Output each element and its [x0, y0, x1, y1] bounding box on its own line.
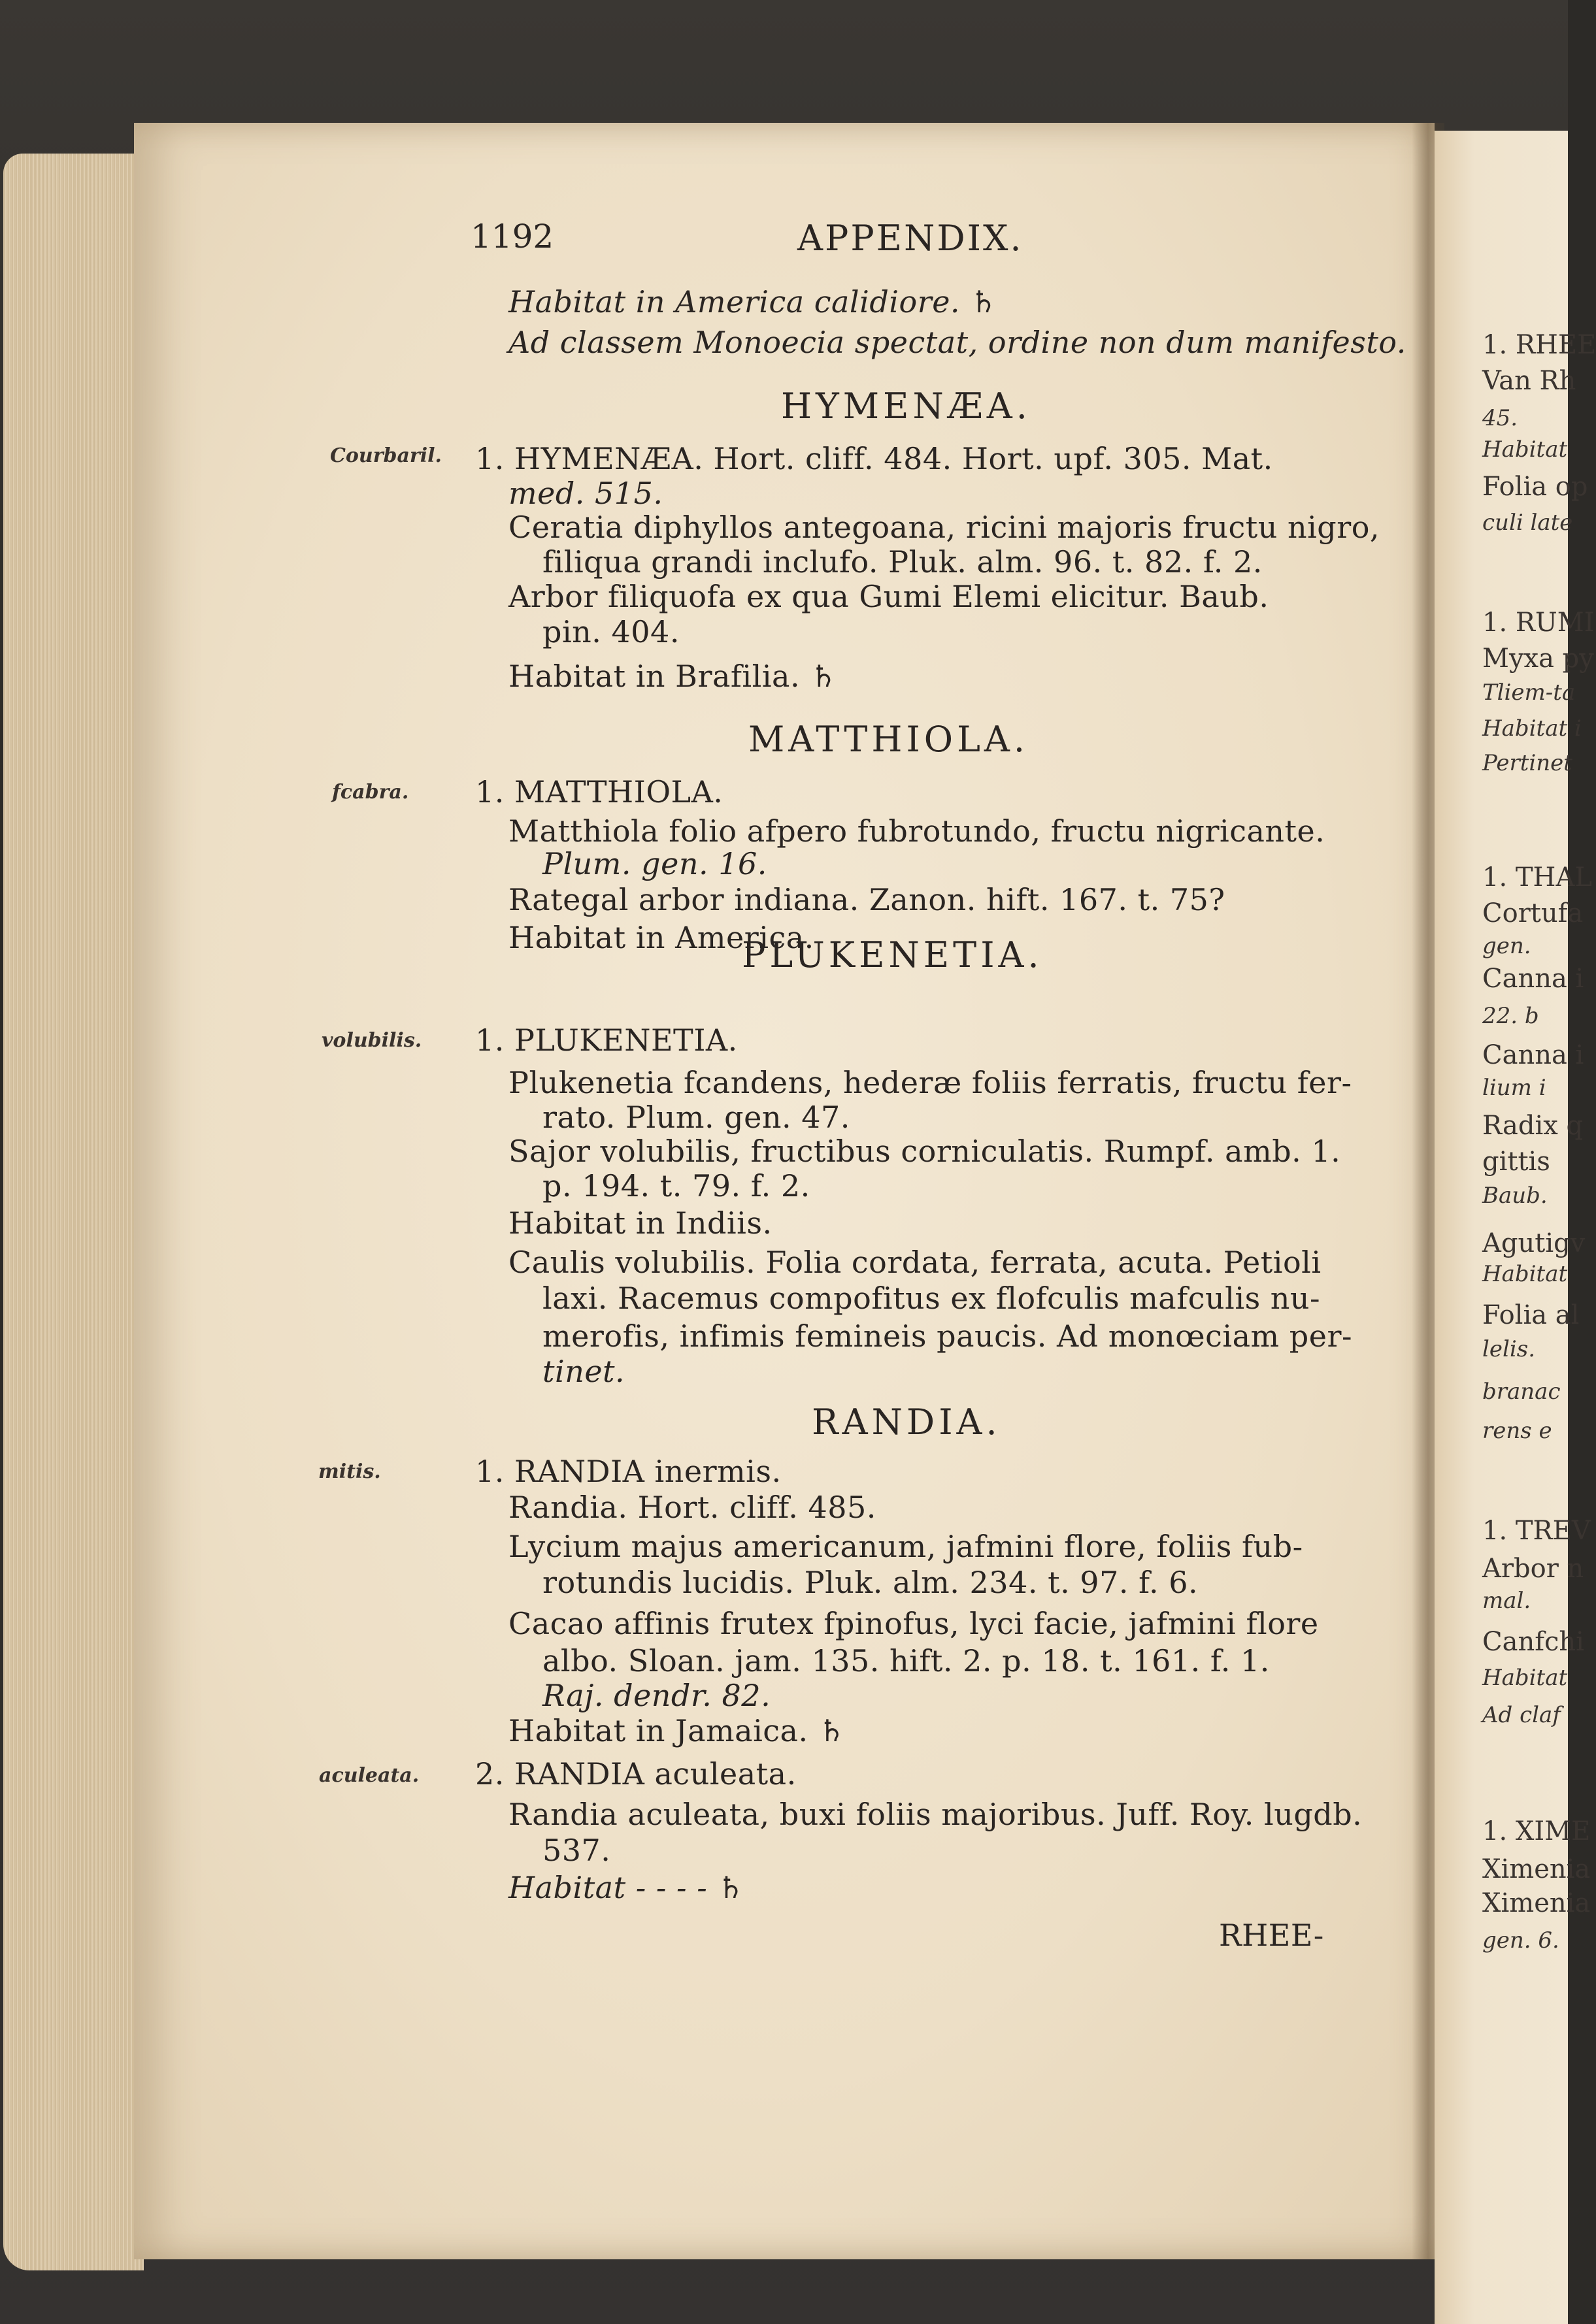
running-title: APPENDIX.	[797, 218, 1023, 259]
facing-page-line: Myxa py	[1482, 644, 1594, 674]
facing-page-line: Cortufa	[1482, 898, 1584, 928]
text-line: Habitat in Brafilia. ♄	[508, 659, 837, 694]
text-line: laxi. Racemus compofitus ex flofculis mafculis nu-	[542, 1281, 1321, 1316]
genus-heading-randia: RANDIA.	[812, 1401, 1001, 1443]
text-line: Habitat - - - - ♄	[508, 1870, 745, 1905]
text-line: 537.	[542, 1833, 611, 1868]
facing-page-line: Agutigv	[1482, 1228, 1586, 1258]
text-line: med. 515.	[508, 476, 663, 511]
genus-heading-hymenaea: HYMENÆA.	[781, 385, 1031, 427]
facing-page-line: Baub.	[1482, 1183, 1548, 1209]
text-line: tinet.	[542, 1354, 625, 1389]
facing-page-line: lelis.	[1482, 1336, 1535, 1362]
text-line: Randia aculeata, buxi foliis majoribus. Juff. Roy. lugdb.	[508, 1797, 1363, 1832]
facing-page-line: rens e	[1482, 1418, 1552, 1444]
margin-note: Courbaril.	[330, 444, 442, 467]
text-line: Caulis volubilis. Folia cordata, ferrata, acuta. Petioli	[508, 1245, 1322, 1280]
text-line: Matthiola folio afpero fubrotundo, fructu nigricante.	[508, 813, 1325, 849]
text-line: pin. 404.	[542, 614, 680, 649]
book-page-edges	[3, 154, 144, 2270]
text-line: filiqua grandi inclufo. Pluk. alm. 96. t. 82. f. 2.	[542, 544, 1263, 580]
facing-page-line: Habitat	[1482, 436, 1568, 463]
text-line: Plum. gen. 16.	[542, 846, 767, 881]
facing-page-line: branac	[1482, 1379, 1561, 1405]
facing-page-line: 1. TREV	[1482, 1516, 1591, 1546]
facing-page-line: 45.	[1482, 405, 1518, 431]
facing-page-line: Ad claf	[1482, 1702, 1561, 1728]
facing-page-line: gen. 6.	[1482, 1927, 1559, 1954]
facing-page-line: culi late	[1482, 510, 1573, 536]
text-line: p. 194. t. 79. f. 2.	[542, 1168, 810, 1203]
text-line: Habitat in America calidiore. ♄	[508, 284, 997, 319]
facing-page-line: Canna i	[1482, 1040, 1584, 1070]
text-line: Sajor volubilis, fructibus corniculatis. Rumpf. amb. 1.	[508, 1134, 1341, 1169]
facing-page-line: 1. RHEE	[1482, 330, 1596, 360]
genus-heading-plukenetia: PLUKENETIA.	[742, 934, 1043, 975]
text-line: 1. HYMENÆA. Hort. cliff. 484. Hort. upf. 305. Mat.	[475, 441, 1273, 476]
text-line: Raj. dendr. 82.	[542, 1678, 771, 1713]
facing-page-line: Tliem-ta	[1482, 679, 1576, 706]
facing-page-line: Ximenia	[1482, 1888, 1591, 1918]
text-line: rato. Plum. gen. 47.	[542, 1100, 850, 1135]
facing-page-line: gen.	[1482, 933, 1531, 959]
text-line: 1. MATTHIOLA.	[475, 774, 723, 810]
facing-page-line: Habitat i	[1482, 715, 1582, 742]
text-line: 1. RANDIA inermis.	[475, 1454, 782, 1489]
text-line: Habitat in America.	[508, 920, 814, 955]
text-line: rotundis lucidis. Pluk. alm. 234. t. 97. f. 6.	[542, 1565, 1199, 1600]
facing-page-line: Canna i	[1482, 964, 1584, 994]
text-line: 2. RANDIA aculeata.	[475, 1756, 797, 1792]
margin-note: fcabra.	[332, 781, 409, 804]
facing-page-line: Folia op	[1482, 472, 1588, 502]
genus-heading-matthiola: MATTHIOLA.	[748, 719, 1029, 760]
text-line: Rategal arbor indiana. Zanon. hift. 167. t. 75?	[508, 882, 1225, 917]
facing-page-line: 22. b	[1482, 1003, 1539, 1029]
facing-page-line: mal.	[1482, 1588, 1531, 1614]
text-line: Arbor filiquofa ex qua Gumi Elemi elicitur. Baub.	[508, 579, 1269, 614]
page-number: 1192	[471, 218, 554, 255]
text-line: Plukenetia fcandens, hederæ foliis ferratis, fructu fer-	[508, 1065, 1352, 1100]
facing-page-line: Folia al	[1482, 1300, 1580, 1330]
text-line: Ad classem Monoecia spectat, ordine non dum manifesto.	[508, 325, 1406, 360]
text-line: Randia. Hort. cliff. 485.	[508, 1490, 876, 1525]
catchword: RHEE-	[1219, 1918, 1324, 1953]
facing-page-line: 1. XIME	[1482, 1816, 1591, 1846]
text-line: Habitat in Indiis.	[508, 1205, 773, 1241]
facing-page-line: lium i	[1482, 1075, 1546, 1101]
facing-page-line: Radix q	[1482, 1111, 1584, 1141]
margin-note: volubilis.	[322, 1029, 422, 1052]
text-line: merofis, infimis femineis paucis. Ad monœciam per-	[542, 1318, 1352, 1354]
facing-page-line: 1. THAL	[1482, 862, 1592, 892]
facing-page-line: Van Rh	[1482, 366, 1576, 396]
facing-page-line: Ximenia	[1482, 1854, 1591, 1884]
margin-note: mitis.	[318, 1460, 381, 1483]
text-line: Lycium majus americanum, jafmini flore, foliis fub-	[508, 1529, 1303, 1564]
facing-page-line: Canfchi	[1482, 1627, 1584, 1657]
margin-note: aculeata.	[319, 1764, 420, 1787]
facing-page-line: Arbor n	[1482, 1554, 1584, 1584]
text-line: Ceratia diphyllos antegoana, ricini majoris fructu nigro,	[508, 510, 1380, 545]
text-line: albo. Sloan. jam. 135. hift. 2. p. 18. t. 161. f. 1.	[542, 1643, 1270, 1678]
facing-page-line: Habitat	[1482, 1261, 1568, 1287]
text-line: 1. PLUKENETIA.	[475, 1023, 738, 1058]
facing-page-line: Pertinet	[1482, 750, 1572, 776]
text-line: Habitat in Jamaica. ♄	[508, 1713, 846, 1748]
facing-page-line: 1. RUMI	[1482, 608, 1595, 638]
facing-page-line: gittis	[1482, 1147, 1550, 1177]
text-line: Cacao affinis frutex fpinofus, lyci facie, jafmini flore	[508, 1606, 1319, 1641]
facing-page-line: Habitat	[1482, 1665, 1568, 1691]
